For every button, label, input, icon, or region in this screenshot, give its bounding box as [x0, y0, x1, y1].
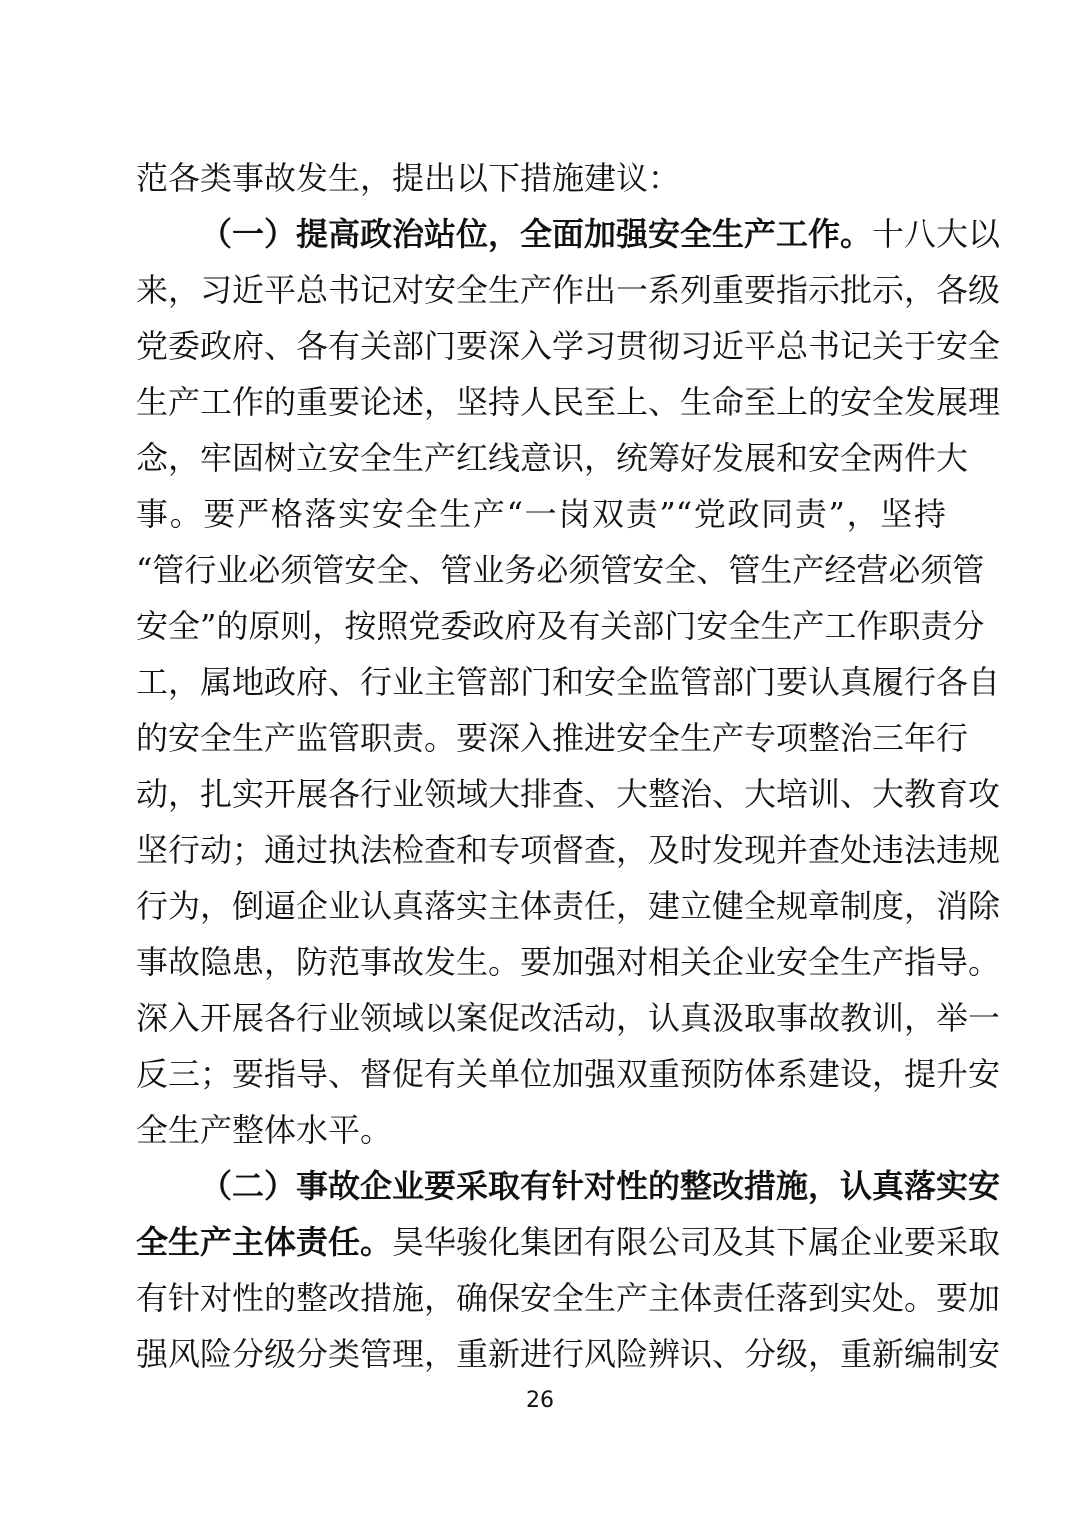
paragraph-line: 念，牢固树立安全生产红线意识，统筹好发展和安全两件大 — [136, 439, 969, 477]
intro-line: 范各类事故发生，提出以下措施建议： — [136, 159, 681, 197]
paragraph-line: “管行业必须管安全、管业务必须管安全、管生产经营必须管 — [136, 551, 985, 589]
paragraph-line: 事故隐患，防范事故发生。要加强对相关企业安全生产指导。 — [136, 943, 1001, 981]
paragraph-line: 反三；要指导、督促有关单位加强双重预防体系建设，提升安 — [136, 1055, 1001, 1093]
paragraph-line: 强风险分级分类管理，重新进行风险辨识、分级，重新编制安 — [136, 1335, 1001, 1373]
section1-first-line-rest: 十八大以 — [872, 215, 1001, 253]
section2-second-line-rest: 昊华骏化集团有限公司及其下属企业要采取 — [392, 1223, 1001, 1261]
page-number: 26 — [526, 1388, 554, 1413]
section1-first-line — [136, 206, 1001, 262]
paragraph-line: 有针对性的整改措施，确保安全生产主体责任落到实处。要加 — [136, 1279, 1001, 1317]
paragraph-line: 工，属地政府、行业主管部门和安全监管部门要认真履行各自 — [136, 663, 1001, 701]
paragraph-line: 的安全生产监管职责。要深入推进安全生产专项整治三年行 — [136, 719, 969, 757]
section1-heading: （一）提高政治站位，全面加强安全生产工作。 — [200, 215, 873, 253]
section2-second-line — [136, 1214, 1001, 1270]
paragraph-line: 动，扎实开展各行业领域大排查、大整治、大培训、大教育攻 — [136, 775, 1001, 813]
paragraph-line: 全生产整体水平。 — [136, 1111, 393, 1149]
paragraph-line: 坚行动；通过执法检查和专项督查，及时发现并查处违法违规 — [136, 831, 1001, 869]
section2-heading-end: 全生产主体责任。 — [136, 1223, 393, 1261]
section2-heading-line1: （二）事故企业要采取有针对性的整改措施，认真落实安 — [200, 1167, 1001, 1205]
body-text — [136, 150, 1001, 1382]
paragraph-line: 来，习近平总书记对安全生产作出一系列重要指示批示，各级 — [136, 271, 1001, 309]
paragraph-line: 事。要严格落实安全生产“一岗双责”“党政同责”，坚持 — [136, 495, 946, 533]
paragraph-line: 安全”的原则，按照党委政府及有关部门安全生产工作职责分 — [136, 607, 985, 645]
paragraph-line: 党委政府、各有关部门要深入学习贯彻习近平总书记关于安全 — [136, 327, 1001, 365]
paragraph-line: 深入开展各行业领域以案促改活动，认真汲取事故教训，举一 — [136, 999, 1001, 1037]
paragraph-line: 生产工作的重要论述，坚持人民至上、生命至上的安全发展理 — [136, 383, 1001, 421]
paragraph-line: 行为，倒逼企业认真落实主体责任，建立健全规章制度，消除 — [136, 887, 1001, 925]
